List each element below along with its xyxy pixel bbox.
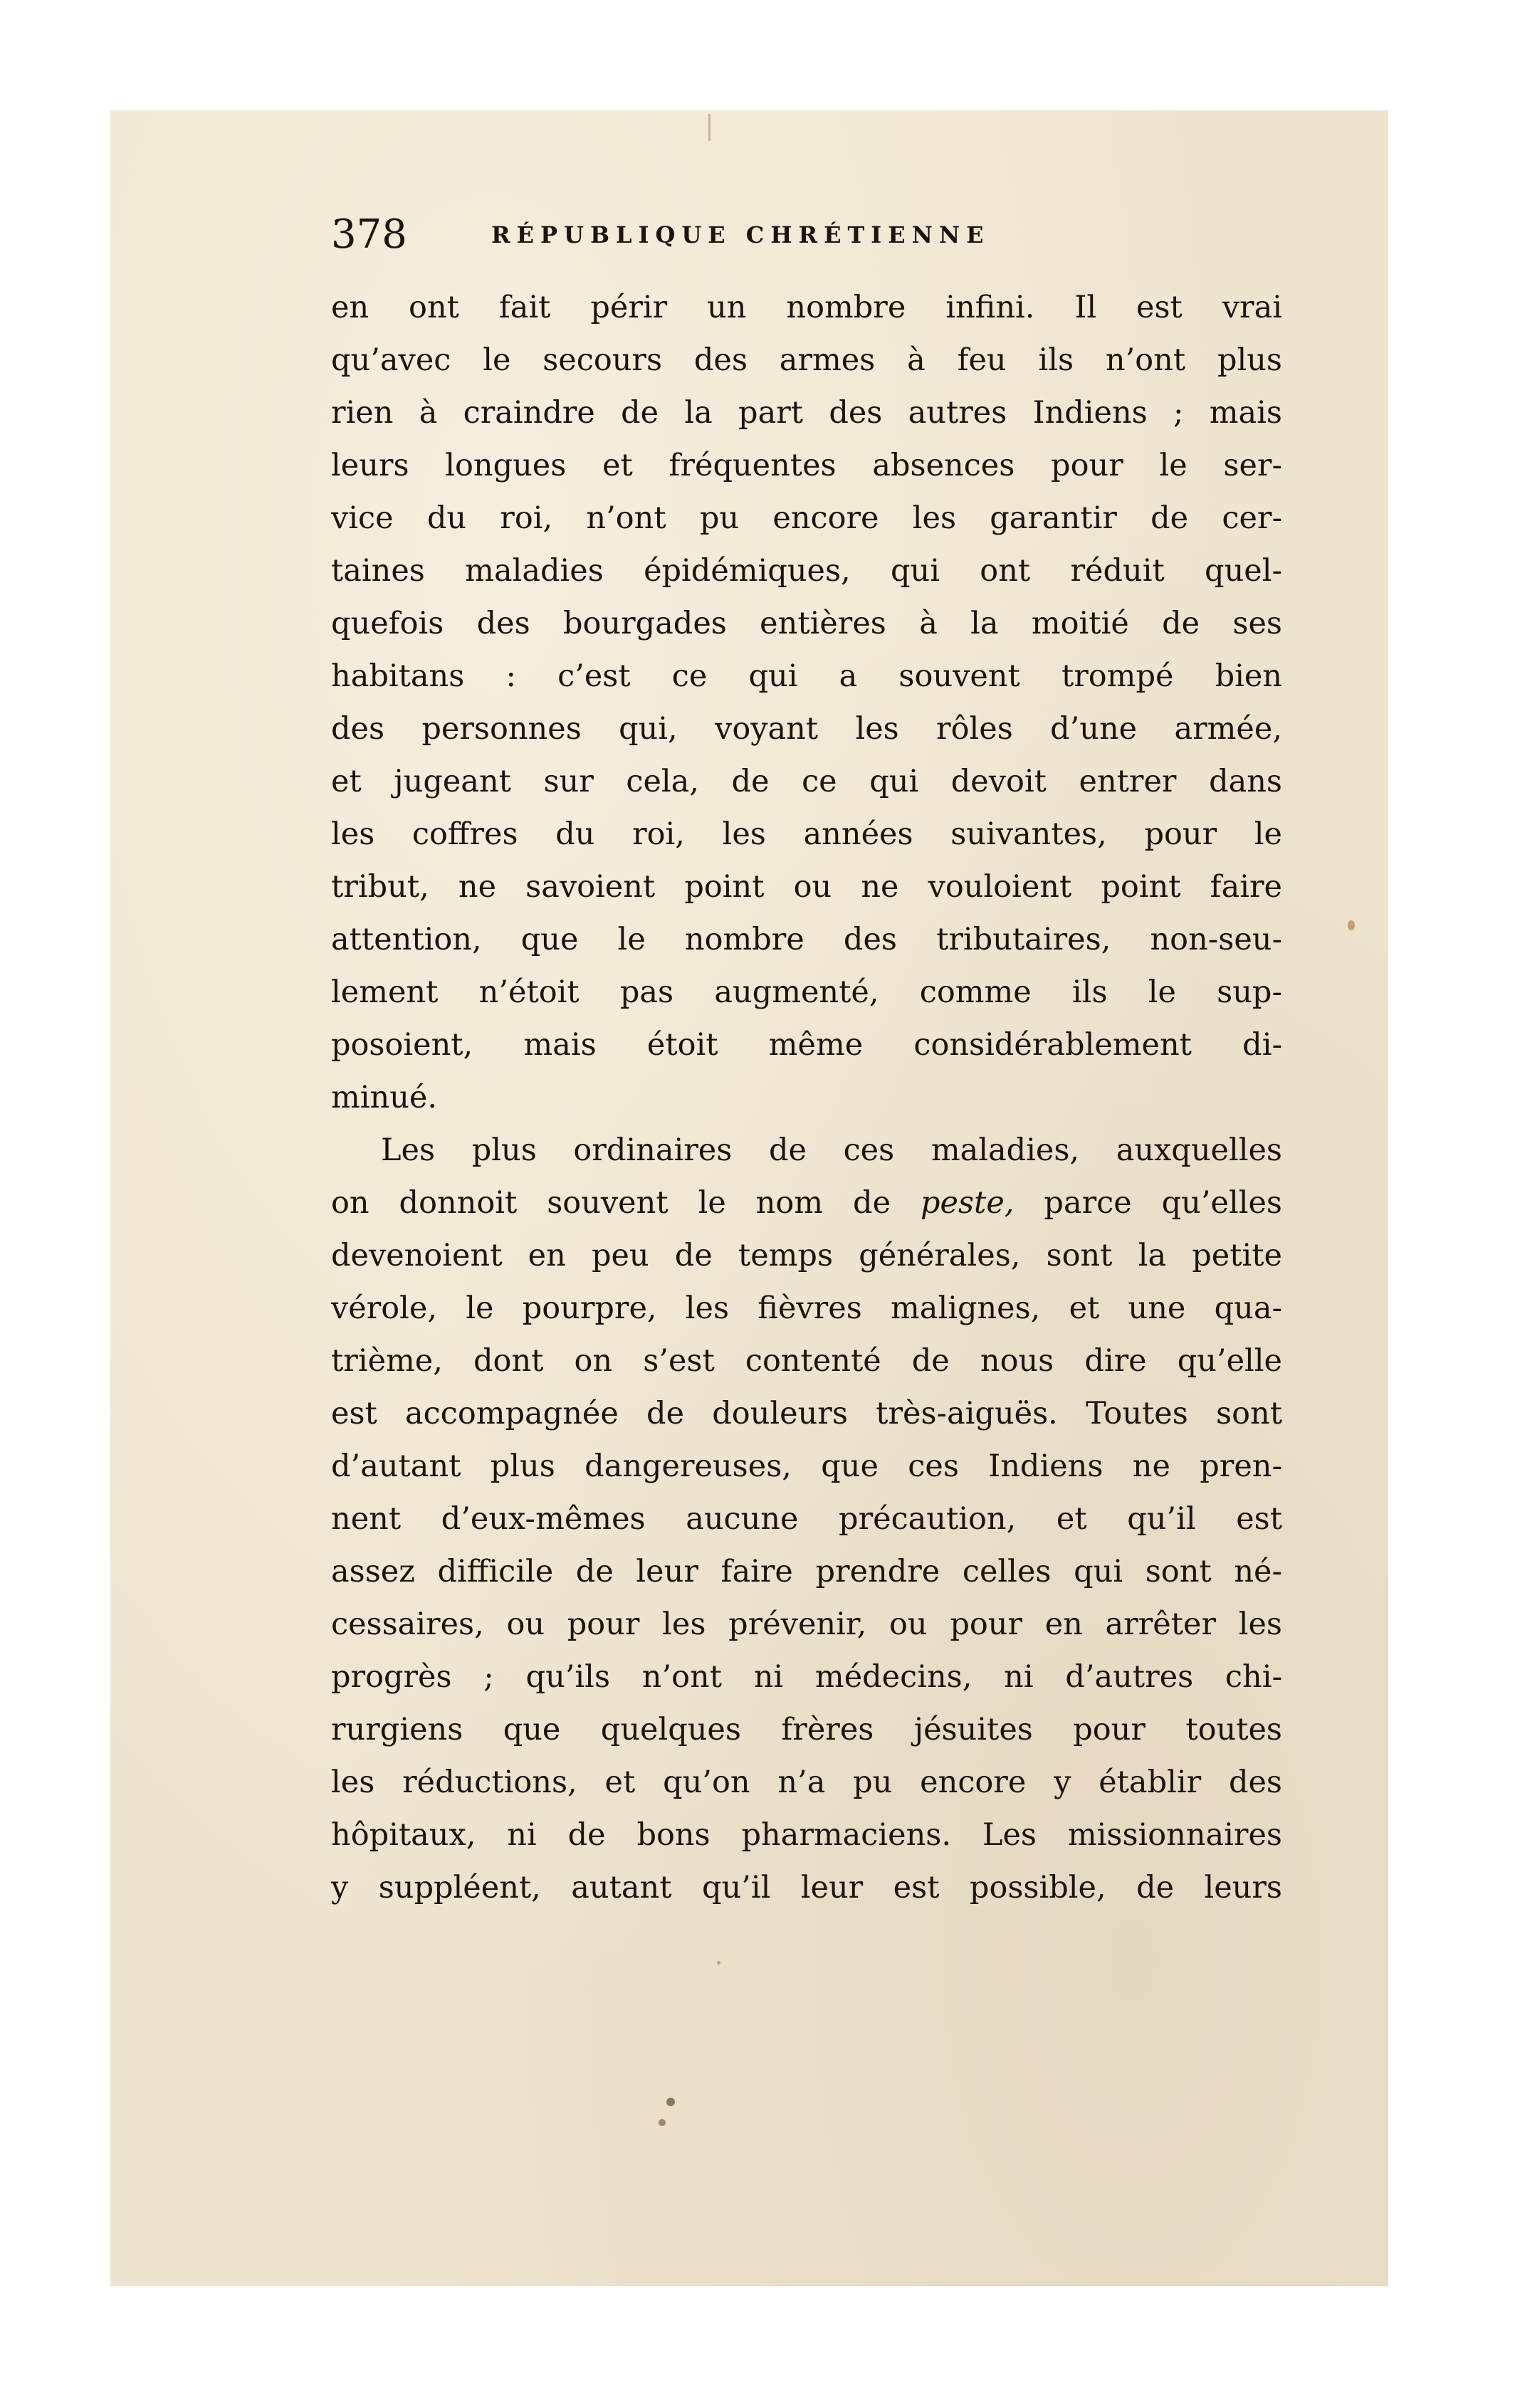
text-line: trième, dont on s’est contenté de nous dire qu’elle [331, 1343, 1282, 1379]
text-line: tribut, ne savoient point ou ne vouloient point faire [331, 869, 1282, 905]
text-line-with-italic [331, 1177, 1282, 1229]
text-line: posoient, mais étoit même considérablement di- [331, 1027, 1282, 1063]
ink-spot [659, 2119, 666, 2126]
book-page [110, 110, 1388, 2286]
text-line: nent d’eux-mêmes aucune précaution, et qu’il est [331, 1501, 1282, 1537]
text-line: lement n’étoit pas augmenté, comme ils le sup- [331, 974, 1282, 1010]
text-line: vice du roi, n’ont pu encore les garantir de cer- [331, 500, 1282, 536]
text-line: assez difficile de leur faire prendre celles qui sont né- [331, 1554, 1282, 1589]
text-line: rien à craindre de la part des autres Indiens ; mais [331, 395, 1282, 431]
body-text [331, 281, 1282, 1914]
text-line: des personnes qui, voyant les rôles d’une armée, [331, 711, 1282, 747]
text-line: minué. [331, 1080, 438, 1115]
text-line: progrès ; qu’ils n’ont ni médecins, ni d’autres chi- [331, 1659, 1282, 1695]
text-line: Les plus ordinaires de ces maladies, auxquelles [381, 1132, 1282, 1168]
page-number: 378 [331, 211, 407, 258]
text-line: est accompagnée de douleurs très-aiguës. Toutes sont [331, 1396, 1282, 1431]
running-head: RÉPUBLIQUE CHRÉTIENNE [491, 221, 990, 248]
text-segment: on donnoit souvent le nom de [331, 1185, 891, 1221]
ink-spot [666, 2098, 675, 2106]
text-line: et jugeant sur cela, de ce qui devoit entrer dans [331, 764, 1282, 799]
text-line: les coffres du roi, les années suivantes, pour le [331, 816, 1282, 852]
text-line: vérole, le pourpre, les fièvres malignes, et une qua- [331, 1290, 1282, 1326]
text-line: hôpitaux, ni de bons pharmaciens. Les missionnaires [331, 1817, 1282, 1853]
ink-spot [1348, 920, 1355, 930]
text-line: habitans : c’est ce qui a souvent trompé bien [331, 658, 1282, 694]
text-line: les réductions, et qu’on n’a pu encore y établir des [331, 1765, 1282, 1800]
italic-term: peste, [921, 1185, 1015, 1221]
text-line: y suppléent, autant qu’il leur est possible, de leurs [331, 1870, 1282, 1905]
text-line: qu’avec le secours des armes à feu ils n’ont plus [331, 342, 1282, 378]
text-line: quefois des bourgades entières à la moitié de ses [331, 606, 1282, 641]
text-line: devenoient en peu de temps générales, sont la petite [331, 1238, 1282, 1273]
gutter-mark [708, 114, 711, 141]
page-header [331, 206, 1278, 263]
ink-spot [717, 1961, 720, 1965]
text-line: cessaires, ou pour les prévenir, ou pour en arrêter les [331, 1607, 1282, 1642]
text-line: d’autant plus dangereuses, que ces Indiens ne pren- [331, 1449, 1282, 1484]
text-line: rurgiens que quelques frères jésuites pour toutes [331, 1712, 1282, 1747]
text-line: en ont fait périr un nombre infini. Il est vrai [331, 290, 1282, 325]
text-segment: parce qu’elles [1044, 1185, 1282, 1221]
text-line: taines maladies épidémiques, qui ont réduit quel- [331, 553, 1282, 589]
text-line: leurs longues et fréquentes absences pour le ser- [331, 448, 1282, 483]
text-line: attention, que le nombre des tributaires, non-seu- [331, 922, 1282, 957]
